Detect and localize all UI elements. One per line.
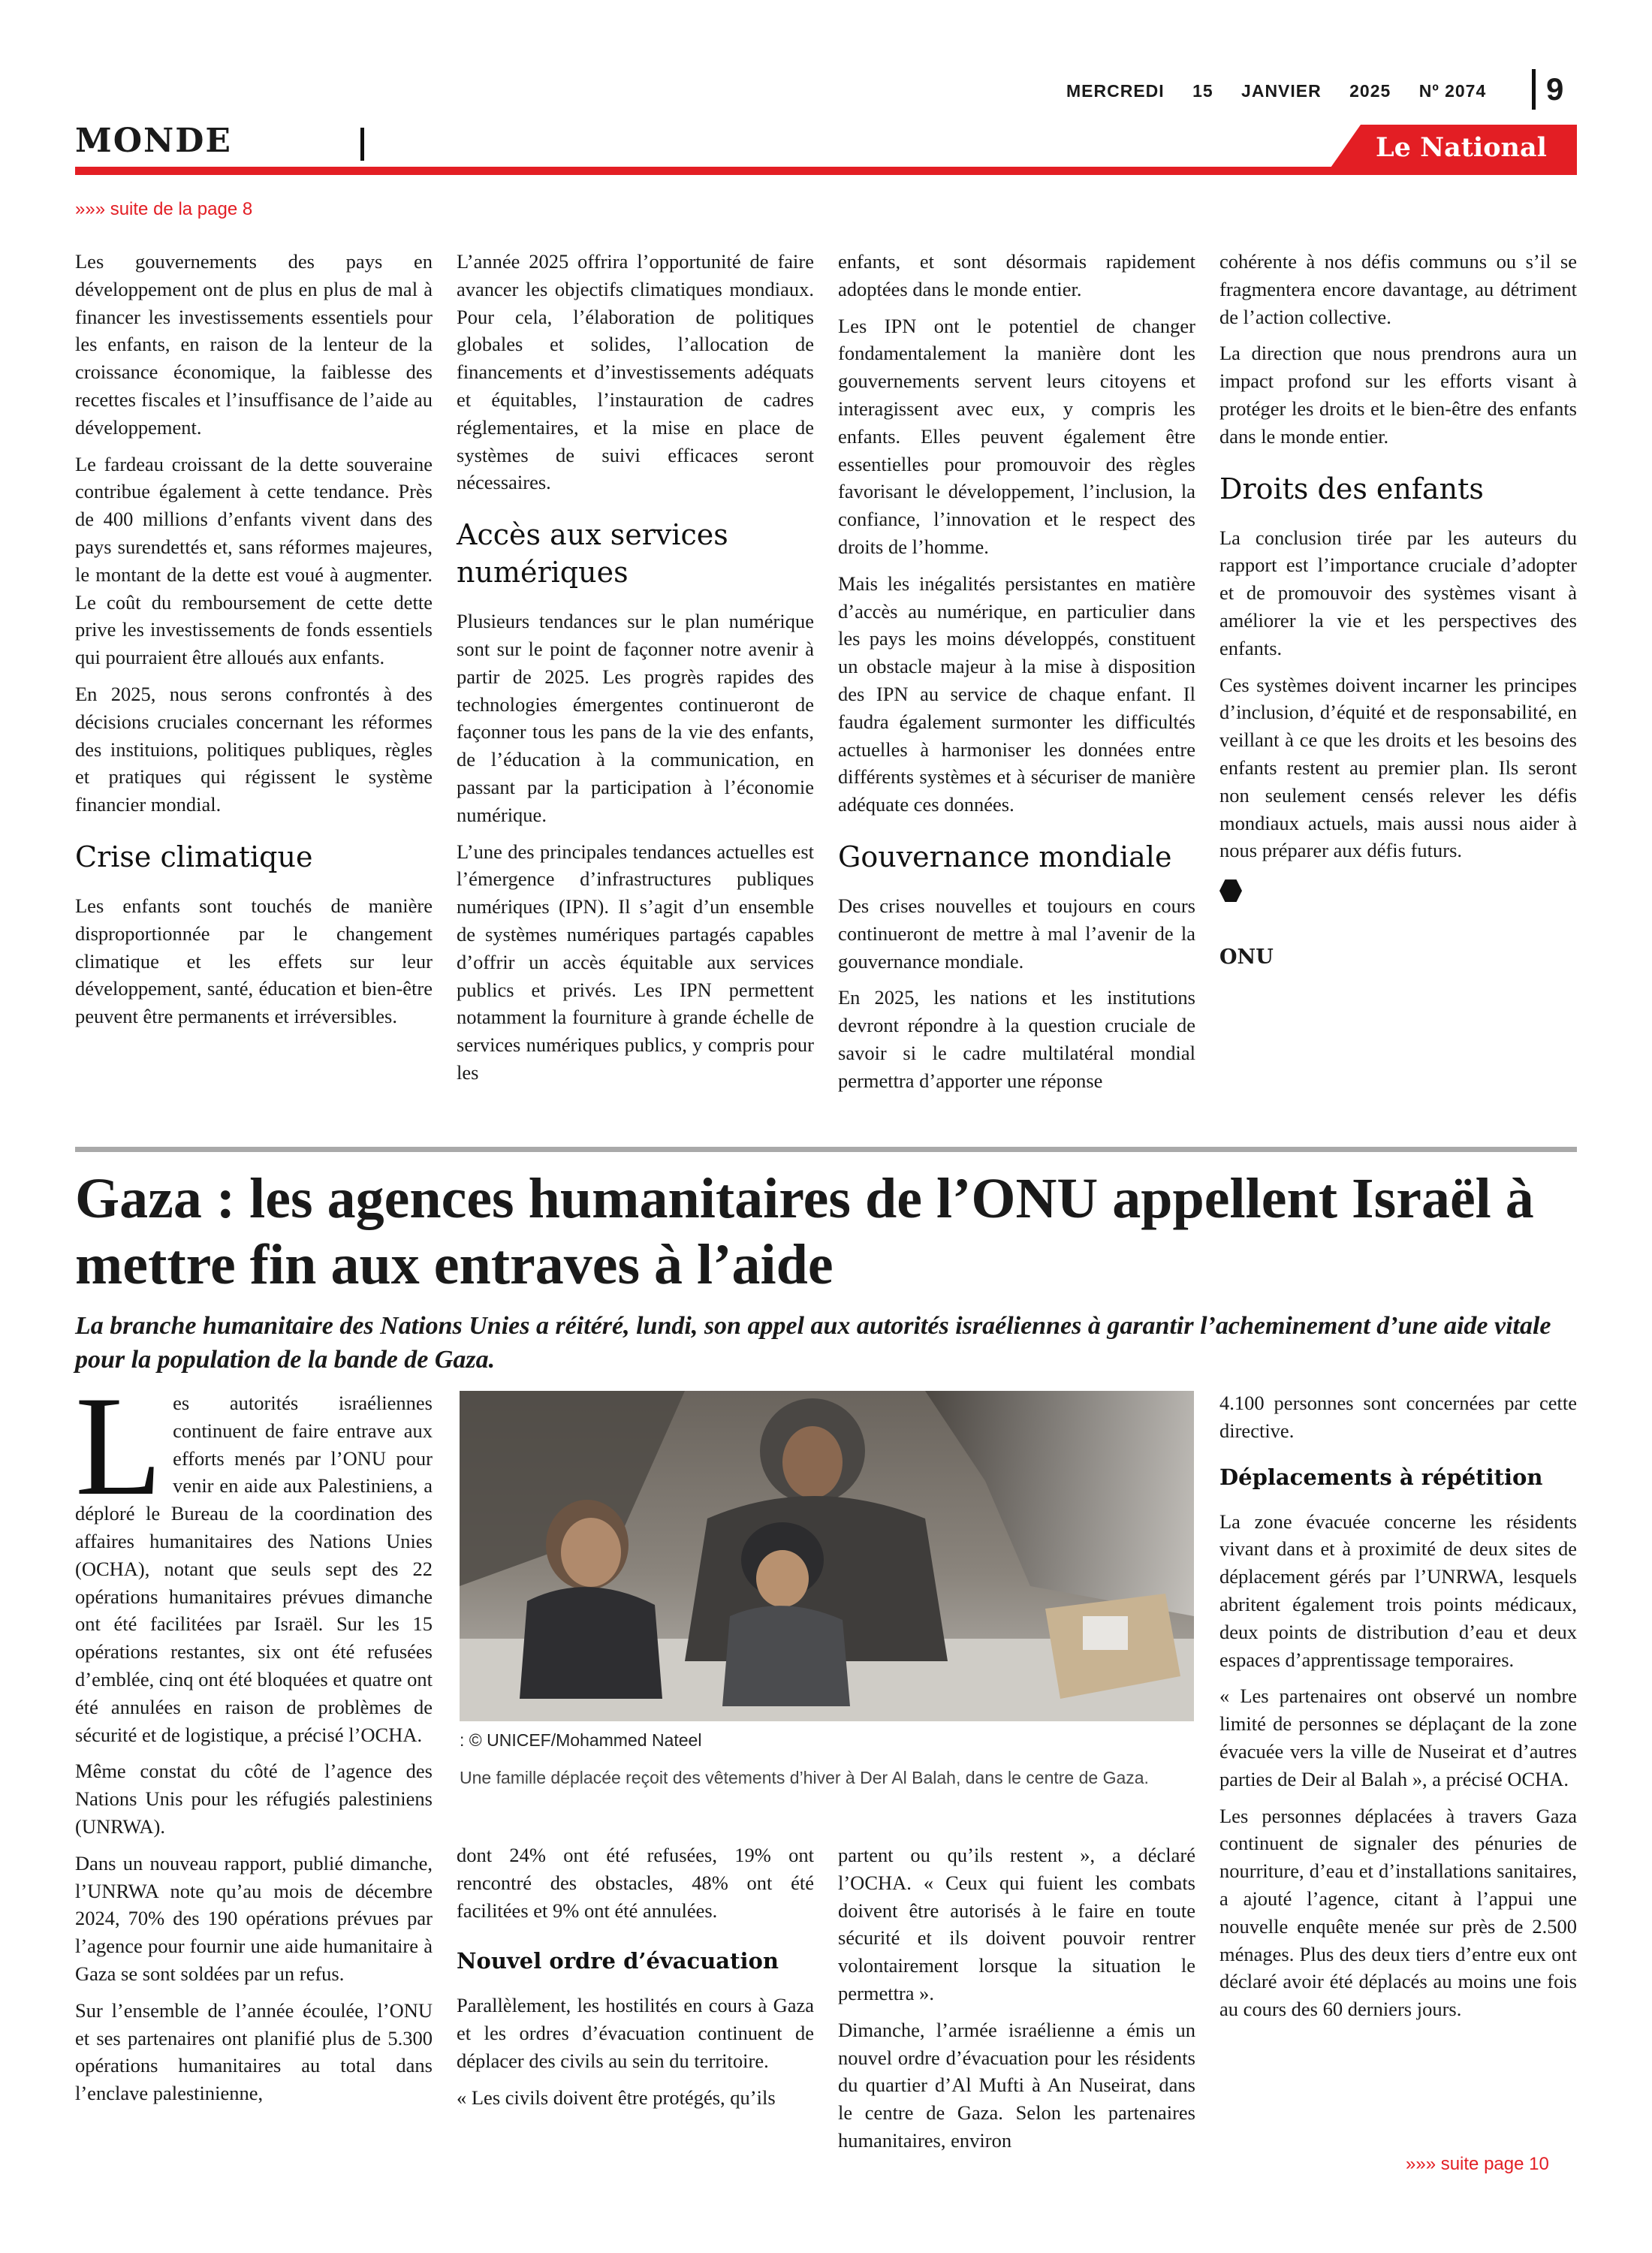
lead-paragraph	[75, 1368, 433, 1748]
date-number: 15	[1192, 81, 1213, 101]
article2-headline: Gaza : les agences humanitaires de l’ONU appellent Israël à mettre fin aux entraves à l’aide	[75, 1167, 1534, 1296]
paragraph: La zone évacuée concerne les résidents vivant dans et à proximité de deux sites de déplacement gérés par l’UNRWA, lesquels abritent également trois points médicaux, deux points de distribution d’eau et deux espaces d’apprentissage temporaires.	[1219, 1510, 1577, 1671]
paragraph: « Les civils doivent être protégés, qu’ils	[457, 2086, 776, 2109]
paragraph: enfants, et sont désormais rapidement adoptées dans le monde entier.	[838, 250, 1195, 300]
paragraph: Plusieurs tendances sur le plan numérique sont sur le point de façonner notre avenir à partir de 2025. Les progrès rapides des technologies émergentes continueront de façonner tous les pans de la vie des enfants, de l’éducation à la communication, en passant par la participation à l’économie numérique.	[457, 610, 814, 826]
date-year: 2025	[1349, 81, 1391, 101]
continued-from-note: »»» suite de la page 8	[75, 199, 253, 219]
article2-column-4	[1219, 1389, 1577, 2032]
article-separator	[75, 1147, 1577, 1152]
paragraph: Parallèlement, les hostilités en cours à Gaza et les ordres d’évacuation continuent de déplacer des civils au sein du territoire.	[457, 1994, 814, 2072]
subheading-gouvernance: Gouvernance mondiale	[838, 840, 1172, 873]
paragraph: Des crises nouvelles et toujours en cours continueront de mettre à mal l’avenir de la gouvernance mondiale.	[838, 894, 1195, 973]
brand-logo: Le National	[1376, 132, 1547, 163]
photo-credit: : © UNICEF/Mohammed Nateel	[460, 1730, 702, 1750]
family-photo-image	[460, 1391, 1194, 1721]
paragraph: Dimanche, l’armée israélienne a émis un nouvel ordre d’évacuation pour les résidents du quartier d’Al Mufti à An Nuseirat, dans le centre de Gaza. Selon les partenaires humanitaires, environ	[838, 2018, 1195, 2152]
article2-column-1	[75, 1368, 433, 2116]
paragraph: Mais les inégalités persistantes en matière d’accès au numérique, en particulier dans les pays les moins développés, constituent un obstacle majeur à la mise à disposition des IPN au service de chaque enfant. Il faudra également surmonter les difficultés actuelles à harmoniser les données entre différents systèmes et à sécuriser de manière adéquate ces données.	[838, 572, 1195, 816]
end-mark-icon	[1219, 879, 1242, 902]
paragraph: Même constat du côté de l’agence des Nations Unis pour les réfugiés palestiniens (UNRWA).	[75, 1760, 433, 1838]
paragraph: Les IPN ont le potentiel de changer fondamentalement la manière dont les gouvernements servent leurs citoyens et interagissent avec eux, y compris les enfants. Elles peuvent également être essentielles pour promouvoir des règles favorisant le développement, l’inclusion, la confiance, l’innovation et le respect des droits de l’homme.	[838, 314, 1195, 558]
paragraph: En 2025, les nations et les institutions devront répondre à la question cruciale de savoir si le cadre multilatéral mondial permettra d’apporter une réponse	[838, 986, 1195, 1092]
subheading-climat: Crise climatique	[75, 840, 313, 873]
section-title: MONDE	[75, 122, 232, 160]
article-signature: ONU	[1219, 946, 1274, 970]
subheading-evacuation: Nouvel ordre d’évacuation	[457, 1948, 779, 1974]
article-photo	[460, 1391, 1194, 1721]
paragraph: partent ou qu’ils restent », a déclaré l’OCHA. « Ceux qui fuient les combats doivent être autorisés à le faire en toute sécurité et ils doivent pouvoir rentrer volontairement lorsque la situation le permettra ».	[838, 1844, 1195, 2004]
article2-column-2	[457, 1841, 814, 2121]
subheading-droits: Droits des enfants	[1219, 472, 1484, 505]
article1-column-2	[457, 248, 814, 1096]
article1-column-1	[75, 248, 433, 1039]
article1-column-3	[838, 248, 1195, 1104]
paragraph: Les enfants sont touchés de manière disproportionnée par le changement climatique et les effets sur leur développement, santé, éducation et bien-être peuvent être permanents et irréversibles.	[75, 894, 433, 1028]
article1-column-4	[1219, 248, 1577, 981]
paragraph: Les personnes déplacées à travers Gaza continuent de signaler des pénuries de nourriture, d’eau et d’installations sanitaires, a ajouté l’agence, citant à l’appui une nouvelle enquête menée sur près de 2.500 ménages. Plus des deux tiers d’entre eux ont déclaré avoir été déplacés au moins une fois au cours des 60 derniers jours.	[1219, 1804, 1577, 2021]
paragraph: 4.100 personnes sont concernées par cette directive.	[1219, 1392, 1577, 1442]
paragraph: En 2025, nous serons confrontés à des décisions cruciales concernant les réformes des instituions, politiques publiques, règles et pratiques qui régissent le système financier mondial.	[75, 682, 433, 816]
issue-number: Nº 2074	[1418, 81, 1487, 101]
paragraph: Ces systèmes doivent incarner les principes d’inclusion, d’équité et de responsabilité, en veillant à ce que les droits et les besoins des enfants restent au premier plan. Ils seront non seulement censés relever les défis mondiaux actuels, mais aussi nous aider à nous préparer aux défis futurs.	[1219, 673, 1577, 862]
paragraph: Dans un nouveau rapport, publié dimanche, l’UNRWA note qu’au mois de décembre 2024, 70% des 190 opérations prévues par l’agence pour fournir une aide humanitaire à Gaza se sont soldées par un refus.	[75, 1851, 433, 1985]
date-day: MERCREDI	[1066, 81, 1165, 101]
paragraph: La conclusion tirée par les auteurs du rapport est l’importance cruciale d’adopter et de promouvoir des systèmes visant à améliorer la vie et les perspectives des enfants.	[1219, 526, 1577, 659]
date-month: JANVIER	[1241, 81, 1322, 101]
page-number: 9	[1532, 69, 1563, 110]
paragraph: cohérente à nos défis communs ou s’il se fragmentera encore davantage, au détriment de l’action collective.	[1219, 250, 1577, 328]
article2-column-3	[838, 1841, 1195, 2164]
paragraph: dont 24% ont été refusées, 19% ont rencontré des obstacles, 48% ont été facilitées et 9% ont été annulées.	[457, 1844, 814, 1922]
section-divider	[360, 128, 364, 161]
subheading-deplacements: Déplacements à répétition	[1219, 1464, 1543, 1490]
subheading-numerique: Accès aux services numériques	[457, 518, 728, 590]
photo-caption: Une famille déplacée reçoit des vêtements d’hiver à Der Al Balah, dans le centre de Gaza.	[460, 1768, 1149, 1787]
paragraph: Le fardeau croissant de la dette souveraine contribue également à cette tendance. Près de 400 millions d’enfants vivent dans des pays surendettés et, sans réformes majeures, le montant de la dette est voué à augmenter. Le coût du remboursement de cette dette prive les investissements de fonds essentiels qui pourraient être alloués aux enfants.	[75, 452, 433, 669]
paragraph: La direction que nous prendrons aura un impact profond sur les efforts visant à protéger les droits et le bien-être des enfants dans le monde entier.	[1219, 342, 1577, 448]
paragraph: Les gouvernements des pays en développement ont de plus en plus de mal à financer les investissements essentiels pour les enfants, en raison de la lenteur de la croissance économique, la faiblesse des recettes fiscales et l’insuffisance de l’aide au développement.	[75, 250, 433, 439]
paragraph: Sur l’ensemble de l’année écoulée, l’ONU et ses partenaires ont planifié plus de 5.300 opérations humanitaires au total dans l’enclave palestinienne,	[75, 1998, 433, 2105]
date-bar	[1066, 81, 1509, 101]
lead-text: es autorités israéliennes continuent de faire entrave aux efforts menés par l’ONU pour venir en aide aux Palestiniens, a déploré le Bureau de la coordination des affaires humanitaires des Nations Unies (OCHA), notant que seuls sept des 22 opérations humanitaires prévues dimanche ont été facilitées par Israël. Sur les 15 opérations restantes, six ont été refusées d’emblée, cinq ont été bloquées et quatre ont été annulées en raison de problèmes de sécurité et de logistique, a précisé l’OCHA.	[75, 1392, 433, 1746]
paragraph: « Les partenaires ont observé un nombre limité de personnes se déplaçant de la zone évacuée vers la ville de Nuseirat et d’autres parties de Deir al Balah », a précisé OCHA.	[1219, 1684, 1577, 1790]
drop-cap: L	[75, 1368, 163, 1525]
paragraph: L’une des principales tendances actuelles est l’émergence d’infrastructures publiques numériques (IPN). Il s’agit d’un ensemble de systèmes numériques partagés capables d’offrir un accès équitable aux services publics et privés. Les IPN permettent notamment la fourniture à grande échelle de services numériques publics, y compris pour les	[457, 840, 814, 1084]
continued-to-note: »»» suite page 10	[1406, 2154, 1549, 2174]
article2-standfirst: La branche humanitaire des Nations Unies a réitéré, lundi, son appel aux autorités israéliennes à garantir l’acheminement d’une aide vitale pour la population de la bande de Gaza.	[75, 1312, 1551, 1374]
paragraph: L’année 2025 offrira l’opportunité de faire avancer les objectifs climatiques mondiaux. Pour cela, l’élaboration de politiques globales et solides, l’allocation de financements et d’investissements adéquats et équitables, l’instauration de cadres réglementaires, et la mise en place de systèmes de suivi efficaces seront nécessaires.	[457, 250, 814, 494]
